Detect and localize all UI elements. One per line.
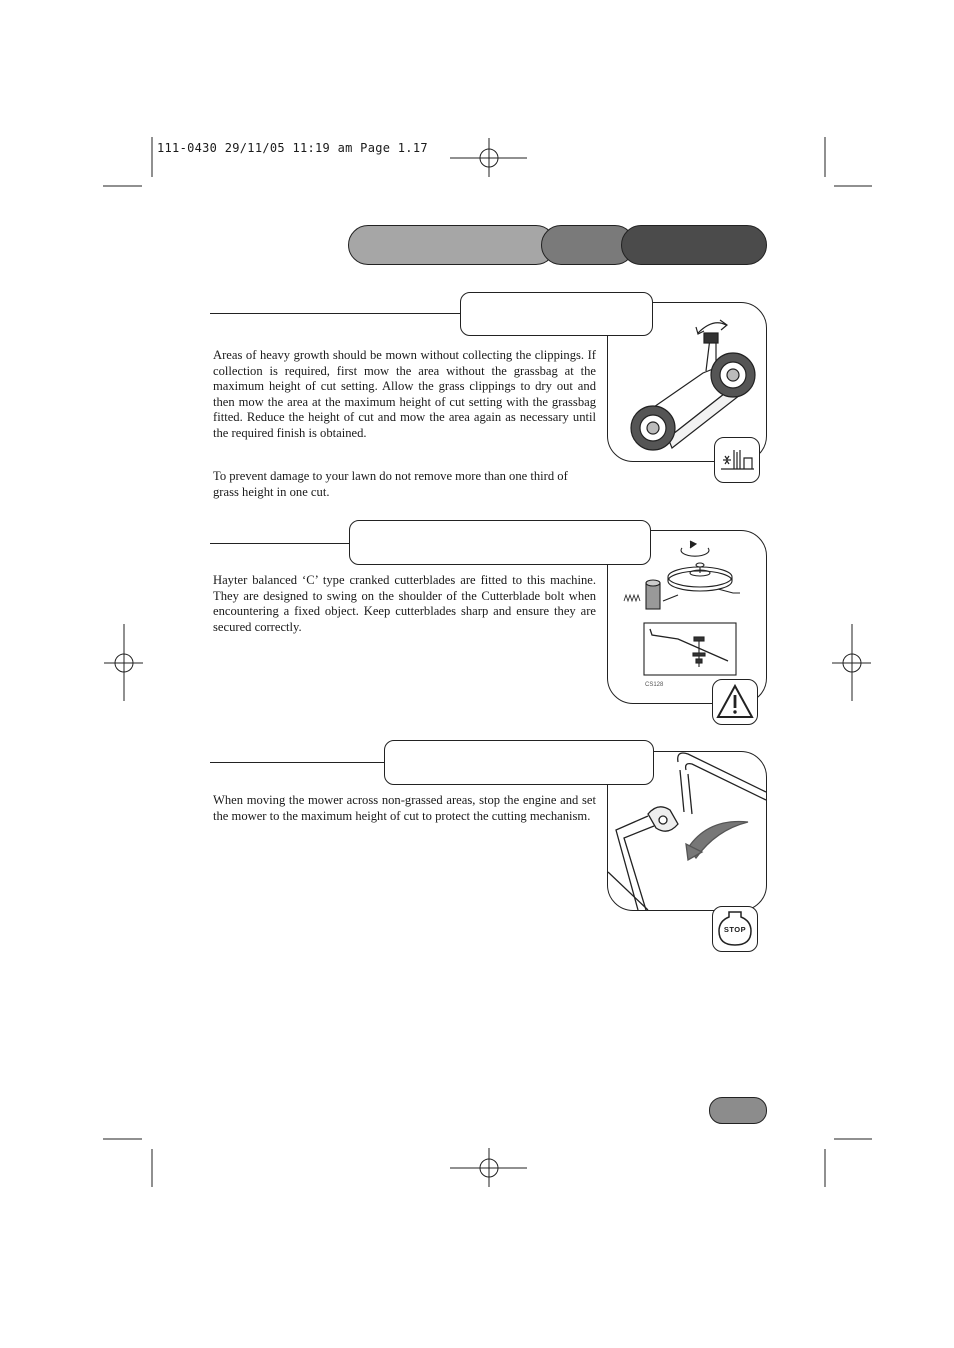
section-3-rule bbox=[210, 762, 386, 763]
height-of-cut-icon bbox=[714, 437, 760, 483]
section-2-heading-box bbox=[349, 520, 651, 565]
section-1-heading-box bbox=[460, 292, 653, 336]
section-3-heading-box bbox=[384, 740, 654, 785]
print-slug-line: 111-0430 29/11/05 11:19 am Page 1.17 bbox=[157, 141, 428, 155]
section-1-rule bbox=[210, 313, 462, 314]
section-2-rule bbox=[210, 543, 352, 544]
header-pill-light bbox=[348, 225, 556, 265]
section-2-paragraph-1: Hayter balanced ‘C’ type cranked cutterblades are fitted to this machine. They are designed to swing on the shoulder of the Cutterblade bolt when encountering a fixed object. Keep cutterblades sharp and ensure they are secured correctly. bbox=[213, 573, 596, 634]
section-2-caption: CS128 bbox=[645, 682, 664, 688]
stop-label: STOP bbox=[723, 925, 747, 934]
warning-triangle-icon bbox=[712, 679, 758, 725]
section-3-paragraph-1: When moving the mower across non-grassed areas, stop the engine and set the mower to the maximum height of cut to protect the cutting mechanism. bbox=[213, 793, 596, 823]
page-number-tab bbox=[709, 1097, 767, 1124]
engine-stop-icon bbox=[712, 906, 758, 952]
section-1-paragraph-2: To prevent damage to your lawn do not remove more than one third of grass height in one cut. bbox=[213, 469, 568, 499]
registration-mark-bottom bbox=[450, 1148, 528, 1188]
registration-mark-top bbox=[450, 138, 528, 178]
registration-mark-right bbox=[832, 624, 872, 702]
header-pill-dark bbox=[621, 225, 767, 265]
registration-mark-left bbox=[104, 624, 144, 702]
section-1-paragraph-1: Areas of heavy growth should be mown without collecting the clippings. If collection is required, first mow the area without the grassbag at the maximum height of cut setting. Allow the grass clippings to dry out and then mow the area at the maximum height of cut setting with the grassbag fitted. Reduce the height of cut and mow the area again as necessary until the required finish is obtained. bbox=[213, 348, 596, 440]
